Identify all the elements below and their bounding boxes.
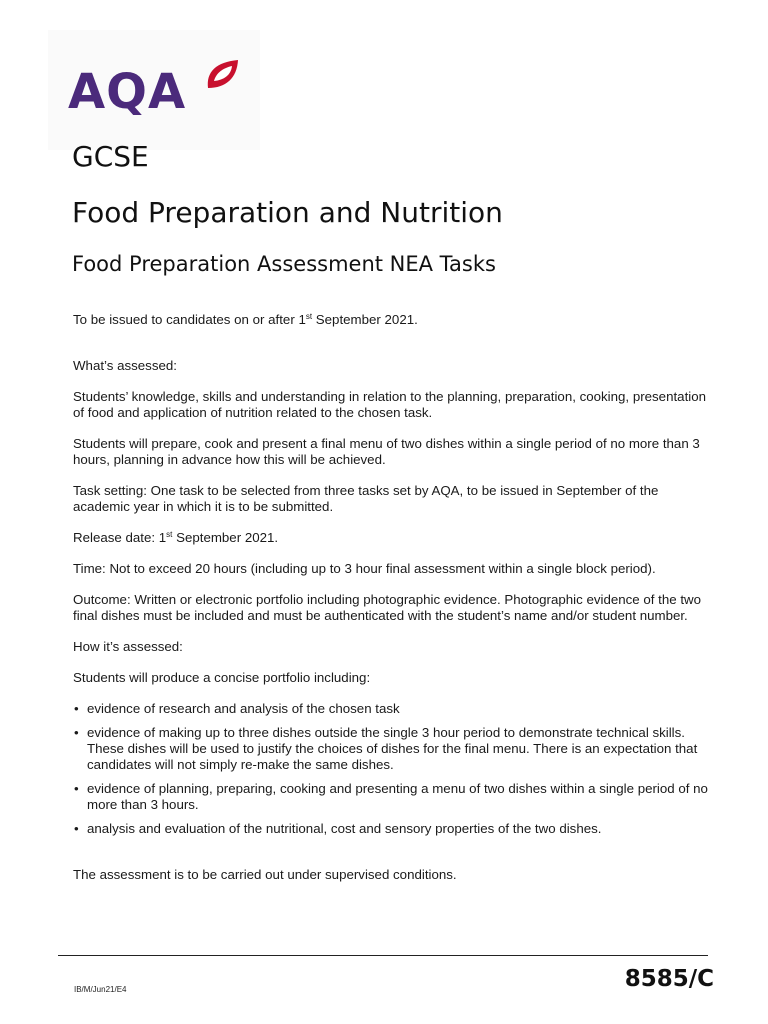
- component-title: Food Preparation Assessment NEA Tasks: [72, 252, 496, 276]
- closing-statement: The assessment is to be carried out under supervised conditions.: [73, 867, 457, 882]
- outcome-line: Outcome: Written or electronic portfolio including photographic evidence. Photographic evidence of the two final dishes must be included and must be authenticated with the student’s name and/or student number.: [73, 592, 702, 623]
- how-assessed-label: How it’s assessed:: [73, 639, 183, 654]
- list-item: • evidence of research and analysis of the chosen task: [73, 701, 713, 717]
- whats-assessed-label: What’s assessed:: [73, 358, 177, 373]
- subject-title: Food Preparation and Nutrition: [72, 196, 503, 229]
- issue-date-line: To be issued to candidates on or after 1st September 2021.: [73, 312, 418, 327]
- assessed-paragraph-2: Students will prepare, cook and present a final menu of two dishes within a single period of no more than 3 hours, planning in advance how this will be achieved.: [73, 436, 700, 467]
- list-item: • evidence of making up to three dishes outside the single 3 hour period to demonstrate technical skills. These dishes will be used to justify the choices of dishes for the final menu. There is an expectation that candidates will not simply re-make the same dishes.: [73, 725, 713, 773]
- document-body: [73, 312, 713, 898]
- leaf-icon: [204, 58, 240, 90]
- list-item: • evidence of planning, preparing, cooking and presenting a menu of two dishes within a single period of no more than 3 hours.: [73, 781, 713, 813]
- release-date-line: Release date: 1st September 2021.: [73, 530, 279, 545]
- aqa-logo: [48, 30, 260, 150]
- list-item: • analysis and evaluation of the nutritional, cost and sensory properties of the two dishes.: [73, 821, 713, 837]
- qualification-level: GCSE: [72, 140, 149, 173]
- logo-wordmark: AQA: [68, 64, 187, 120]
- task-setting: Task setting: One task to be selected from three tasks set by AQA, to be issued in September of the academic year in which it is to be submitted.: [73, 483, 659, 514]
- portfolio-intro: Students will produce a concise portfolio including:: [73, 670, 371, 685]
- document-reference: IB/M/Jun21/E4: [74, 985, 127, 994]
- time-line: Time: Not to exceed 20 hours (including up to 3 hour final assessment within a single block period).: [73, 561, 656, 576]
- specification-code: 8585/C: [624, 966, 714, 992]
- assessed-paragraph-1: Students’ knowledge, skills and understanding in relation to the planning, preparation, cooking, presentation of food and application of nutrition related to the chosen task.: [73, 389, 707, 420]
- portfolio-list: [73, 701, 713, 837]
- footer-divider: [58, 955, 708, 956]
